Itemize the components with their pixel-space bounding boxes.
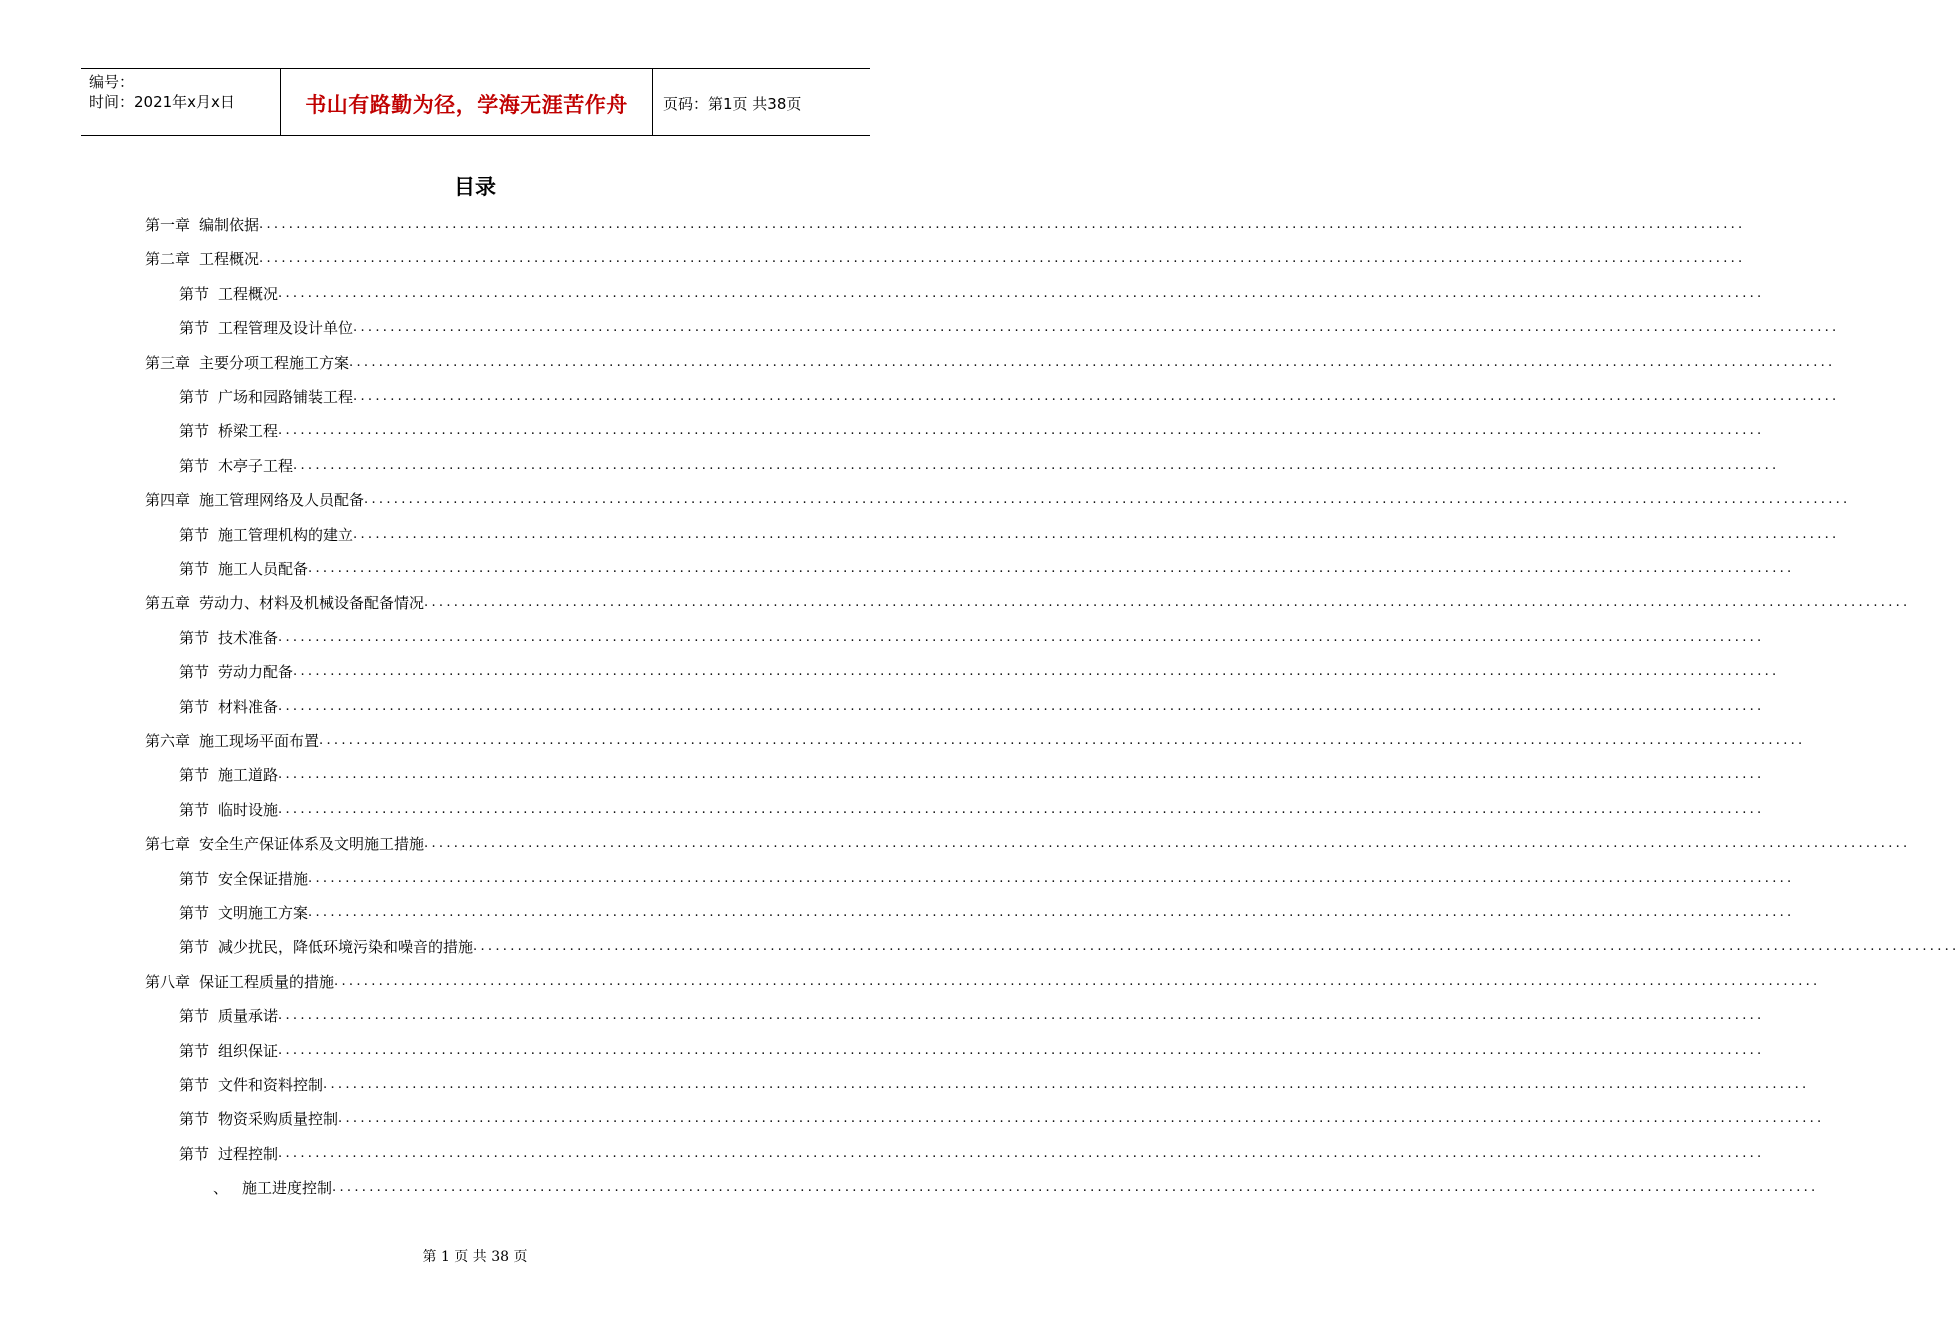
toc-entry[interactable] <box>179 377 1840 407</box>
toc-entry-label <box>179 1005 278 1026</box>
toc-entry-text: 工程概况 <box>218 284 279 303</box>
toc-leader-dots: ........................................................................................................................................................................................................ <box>424 836 1911 852</box>
toc-entry-prefix: 第节 <box>179 938 210 957</box>
toc-entry[interactable] <box>179 790 1765 820</box>
toc-entry-label <box>179 764 278 785</box>
toc-entry[interactable] <box>179 308 1840 338</box>
toc-entry-text: 文明施工方案 <box>218 904 309 922</box>
toc-leader-dots: ........................................................................................................................................................................................................ <box>293 664 1780 680</box>
toc-entry-prefix: 第节 <box>179 628 210 647</box>
toc-leader-dots: ........................................................................................................................................................................................................ <box>278 1145 1765 1161</box>
toc-entry-prefix: 第五章 <box>145 594 191 613</box>
toc-entry-text: 减少扰民，降低环境污染和噪音的措施 <box>218 938 474 957</box>
toc-entry-text: 物资采购质量控制 <box>218 1110 339 1129</box>
toc-entry-label <box>179 455 293 476</box>
toc-entry-prefix: 第四章 <box>145 491 191 510</box>
toc-leader-dots: ........................................................................................................................................................................................................ <box>349 354 1836 370</box>
toc-entry-label <box>145 214 259 235</box>
toc-entry-label <box>179 868 308 889</box>
toc-leader-dots: ........................................................................................................................................................................................................ <box>308 905 1795 920</box>
toc-leader-dots: ........................................................................................................................................................................................................ <box>323 1077 1810 1092</box>
header-meta <box>81 69 281 135</box>
toc-leader-dots: ........................................................................................................................................................................................................ <box>424 595 1911 611</box>
toc-entry-label <box>213 1177 332 1198</box>
toc-entry-prefix: 第二章 <box>145 250 191 269</box>
toc-entry-prefix: 第节 <box>179 319 210 338</box>
toc-entry[interactable] <box>179 652 1780 682</box>
toc-entry-prefix: 第节 <box>179 663 210 682</box>
toc-entry-label <box>179 386 353 407</box>
toc-entry-prefix: 第节 <box>179 525 210 544</box>
toc-entry[interactable] <box>179 618 1765 648</box>
toc-entry[interactable] <box>179 274 1765 304</box>
document-title: 目录 <box>454 175 496 199</box>
toc-entry-text: 质量承诺 <box>218 1007 279 1026</box>
toc-leader-dots: ........................................................................................................................................................................................................ <box>353 320 1840 336</box>
toc-leader-dots: ........................................................................................................................................................................................................ <box>278 629 1765 645</box>
toc-entry-label <box>145 352 349 373</box>
toc-entry[interactable] <box>145 480 1851 510</box>
toc-entry-text: 安全生产保证体系及文明施工措施 <box>199 835 425 854</box>
toc-leader-dots: ........................................................................................................................................................................................................ <box>259 251 1746 267</box>
toc-entry[interactable] <box>145 205 1746 235</box>
toc-entry[interactable] <box>145 962 1821 992</box>
toc-entry-text: 保证工程质量的措施 <box>199 972 335 991</box>
toc-entry-prefix: 第节 <box>179 904 210 922</box>
toc-entry[interactable] <box>179 859 1795 889</box>
toc-entry-label <box>179 1040 278 1061</box>
toc-entry-prefix: 第节 <box>179 1007 210 1026</box>
toc-leader-dots: ........................................................................................................................................................................................................ <box>308 870 1795 886</box>
toc-entry-label <box>179 317 353 338</box>
toc-entry[interactable] <box>179 755 1765 785</box>
toc-entry-prefix: 第节 <box>179 456 210 475</box>
toc-entry-label <box>179 627 278 648</box>
toc-leader-dots: ........................................................................................................................................................................................................ <box>278 801 1765 817</box>
toc-entry-text: 安全保证措施 <box>218 869 309 888</box>
toc-entry-label <box>179 420 278 441</box>
toc-entry-label <box>179 696 278 717</box>
toc-leader-dots: ........................................................................................................................................................................................................ <box>278 767 1765 783</box>
toc-entry-text: 劳动力配备 <box>218 663 294 682</box>
toc-entry-label <box>179 936 473 957</box>
toc-leader-dots: ........................................................................................................................................................................................................ <box>319 733 1806 748</box>
toc-leader-dots: ........................................................................................................................................................................................................ <box>278 698 1765 714</box>
toc-entry[interactable] <box>145 721 1806 751</box>
toc-leader-dots: ........................................................................................................................................................................................................ <box>278 1042 1765 1058</box>
toc-leader-dots: ........................................................................................................................................................................................................ <box>338 1111 1825 1127</box>
toc-leader-dots: ........................................................................................................................................................................................................ <box>278 423 1765 439</box>
toc-entry-text: 组织保证 <box>218 1041 279 1060</box>
toc-entry[interactable] <box>145 824 1911 854</box>
toc-entry[interactable] <box>213 1168 1819 1198</box>
toc-entry[interactable] <box>179 927 1960 957</box>
toc-entry-label <box>179 1143 278 1164</box>
toc-entry[interactable] <box>179 515 1840 545</box>
toc-entry-label <box>179 1108 338 1129</box>
toc-entry-prefix: 第节 <box>179 388 210 406</box>
toc-leader-dots: ........................................................................................................................................................................................................ <box>278 285 1765 301</box>
toc-entry-prefix: 第一章 <box>145 216 191 234</box>
toc-entry[interactable] <box>179 893 1795 923</box>
toc-entry-text: 临时设施 <box>218 800 279 819</box>
toc-entry-prefix: 第节 <box>179 766 210 785</box>
toc-entry-text: 材料准备 <box>218 697 279 716</box>
toc-entry-prefix: 第节 <box>179 1041 210 1060</box>
toc-entry[interactable] <box>145 343 1836 373</box>
toc-entry-prefix: 第节 <box>179 560 210 578</box>
toc-entry-text: 施工道路 <box>218 766 279 785</box>
toc-entry[interactable] <box>179 687 1765 717</box>
toc-entry-prefix: 、 <box>213 1179 229 1198</box>
toc-entry-text: 施工进度控制 <box>242 1179 333 1198</box>
toc-entry-label <box>179 799 278 820</box>
toc-entry[interactable] <box>179 1134 1765 1164</box>
toc-entry-prefix: 第节 <box>179 1144 210 1163</box>
toc-entry-text: 施工管理机构的建立 <box>218 525 354 544</box>
toc-entry[interactable] <box>179 1065 1810 1095</box>
toc-entry[interactable] <box>179 549 1795 579</box>
toc-entry[interactable] <box>179 996 1765 1026</box>
toc-entry-prefix: 第三章 <box>145 353 191 372</box>
toc-entry-text: 广场和园路铺装工程 <box>218 388 354 406</box>
toc-entry-prefix: 第六章 <box>145 732 191 750</box>
toc-entry-text: 工程概况 <box>199 250 260 269</box>
toc-entry-label <box>179 524 353 545</box>
toc-entry[interactable] <box>179 1031 1765 1061</box>
toc-leader-dots: ........................................................................................................................................................................................................ <box>293 457 1780 473</box>
toc-leader-dots: ........................................................................................................................................................................................................ <box>353 526 1840 542</box>
toc-entry[interactable] <box>145 239 1746 269</box>
toc-entry-label <box>145 248 259 269</box>
toc-leader-dots: ........................................................................................................................................................................................................ <box>278 1008 1765 1024</box>
toc-leader-dots: ........................................................................................................................................................................................................ <box>364 492 1851 508</box>
toc-leader-dots: ........................................................................................................................................................................................................ <box>308 561 1795 576</box>
toc-leader-dots: ........................................................................................................................................................................................................ <box>353 389 1840 404</box>
toc-entry[interactable] <box>179 446 1780 476</box>
header-number-label: 编号： <box>89 73 135 91</box>
toc-entry-text: 劳动力、材料及机械设备配备情况 <box>199 594 425 613</box>
toc-entry-prefix: 第节 <box>179 869 210 888</box>
toc-entry-text: 施工管理网络及人员配备 <box>199 491 365 510</box>
toc-entry-label <box>179 1074 323 1095</box>
toc-entry-prefix: 第八章 <box>145 972 191 991</box>
toc-entry-label <box>179 283 278 304</box>
toc-entry-prefix: 第节 <box>179 800 210 819</box>
toc-entry-text: 木亭子工程 <box>218 456 294 475</box>
toc-entry-text: 编制依据 <box>199 216 260 234</box>
toc-entry-prefix: 第节 <box>179 284 210 303</box>
header-time-label: 时间：2021年x月x日 <box>89 93 235 111</box>
toc-entry-label <box>145 489 364 510</box>
toc-entry-prefix: 第七章 <box>145 835 191 854</box>
header-motto: 书山有路勤为径，学海无涯苦作舟 <box>281 69 653 135</box>
toc-entry-prefix: 第节 <box>179 1110 210 1129</box>
toc-entry[interactable] <box>179 1099 1825 1129</box>
toc-entry-text: 技术准备 <box>218 628 279 647</box>
toc-entry-text: 过程控制 <box>218 1144 279 1163</box>
toc-leader-dots: ........................................................................................................................................................................................................ <box>259 217 1746 232</box>
toc-leader-dots: ........................................................................................................................................................................................................ <box>332 1180 1819 1196</box>
toc-leader-dots: ........................................................................................................................................................................................................ <box>473 939 1960 955</box>
toc-leader-dots: ........................................................................................................................................................................................................ <box>334 973 1821 989</box>
toc-entry-prefix: 第节 <box>179 1076 210 1094</box>
toc-entry-text: 施工现场平面布置 <box>199 732 320 750</box>
toc-entry-text: 施工人员配备 <box>218 560 309 578</box>
toc-entry-label <box>145 833 424 854</box>
toc-entry-text: 工程管理及设计单位 <box>218 319 354 338</box>
toc-entry-text: 文件和资料控制 <box>218 1076 324 1094</box>
toc-entry-label <box>145 592 424 613</box>
toc-entry-text: 主要分项工程施工方案 <box>199 353 350 372</box>
page-header <box>81 68 870 136</box>
toc-entry[interactable] <box>145 583 1911 613</box>
toc-entry-label <box>179 661 293 682</box>
header-page-info: 页码：第1页 共38页 <box>663 94 802 113</box>
toc-entry-prefix: 第节 <box>179 422 210 441</box>
toc-entry-label <box>145 971 334 992</box>
toc-entry-label <box>179 902 308 923</box>
page-footer: 第 1 页 共 38 页 <box>422 1249 528 1265</box>
toc-entry[interactable] <box>179 411 1765 441</box>
toc-entry-prefix: 第节 <box>179 697 210 716</box>
toc-entry-text: 桥梁工程 <box>218 422 279 441</box>
toc-entry-label <box>145 730 319 751</box>
toc-entry-label <box>179 558 308 579</box>
